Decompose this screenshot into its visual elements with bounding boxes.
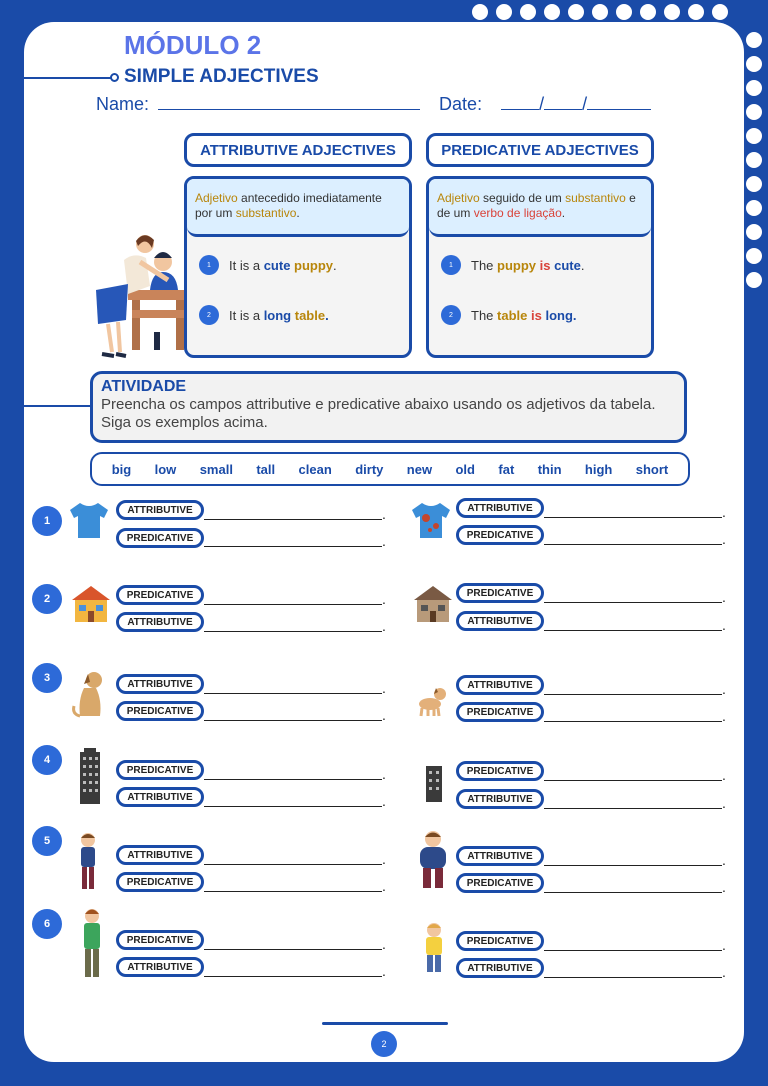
example-number: 2 [441, 305, 461, 325]
answer-line[interactable] [544, 892, 722, 893]
answer-line[interactable] [204, 976, 382, 977]
predicative-card [426, 176, 654, 358]
date-label: Date: [439, 94, 483, 114]
def-substantivo: substantivo [235, 206, 297, 220]
decorative-dots-right [746, 32, 762, 288]
teacher-student-illustration [88, 228, 188, 364]
exercise-number: 1 [32, 506, 62, 536]
predicative-label: PREDICATIVE [456, 583, 544, 603]
example-verb: is [539, 257, 551, 273]
attributive-label: ATTRIBUTIVE [456, 958, 544, 978]
line-end: . [382, 591, 386, 607]
subtitle-connector-line [24, 77, 116, 79]
attributive-label: ATTRIBUTIVE [456, 789, 544, 809]
example-number: 2 [199, 305, 219, 325]
example-number: 1 [441, 255, 461, 275]
attributive-label: ATTRIBUTIVE [456, 611, 544, 631]
answer-line[interactable] [544, 602, 722, 603]
exercise-number: 4 [32, 745, 62, 775]
word-bank-item: high [584, 461, 613, 477]
predicative-label: PREDICATIVE [116, 930, 204, 950]
answer-line[interactable] [204, 864, 382, 865]
predicative-label: PREDICATIVE [456, 931, 544, 951]
line-end: . [722, 767, 726, 783]
answer-line[interactable] [544, 694, 722, 695]
answer-line[interactable] [544, 780, 722, 781]
predicative-label: PREDICATIVE [116, 528, 204, 548]
answer-line[interactable] [544, 630, 722, 631]
predicative-label: PREDICATIVE [116, 585, 204, 605]
example-text: It is a [229, 257, 264, 273]
answer-line[interactable] [204, 631, 382, 632]
def-end: . [561, 206, 566, 220]
line-end: . [722, 964, 726, 980]
attributive-example-1 [199, 255, 337, 275]
def-text: antecedido imediatamente por um [195, 191, 382, 220]
predicative-label: PREDICATIVE [116, 872, 204, 892]
line-end: . [722, 852, 726, 868]
line-end: . [382, 707, 386, 723]
answer-line[interactable] [204, 891, 382, 892]
activity-instructions: Preencha os campos attributive e predicative abaixo usando os adjetivos da tabela. Siga os exemplos acima. [101, 396, 656, 431]
old-house-icon [412, 584, 454, 624]
def-text: seguido de um [479, 191, 566, 205]
name-label: Name: [96, 94, 150, 114]
word-bank-item: short [635, 461, 669, 477]
word-bank-item: big [111, 461, 132, 477]
def-substantivo: substantivo [565, 191, 626, 205]
attributive-label: ATTRIBUTIVE [116, 674, 204, 694]
word-bank-item: dirty [355, 461, 384, 477]
predicative-header-text: PREDICATIVE ADJECTIVES [441, 141, 639, 159]
word-bank-item: fat [498, 461, 515, 477]
subtitle-connector-dot [110, 73, 119, 82]
answer-line[interactable] [204, 720, 382, 721]
line-end: . [382, 680, 386, 696]
def-verbo: verbo de ligação [473, 206, 562, 220]
def-end: . [296, 206, 300, 220]
example-text: The [471, 257, 498, 273]
date-separator: / [582, 94, 588, 114]
example-end: . [325, 307, 329, 323]
attributive-example-2 [199, 305, 329, 325]
line-end: . [722, 708, 726, 724]
line-end: . [382, 793, 386, 809]
line-end: . [382, 618, 386, 634]
line-end: . [382, 936, 386, 952]
attributive-label: ATTRIBUTIVE [116, 500, 204, 520]
predicative-label: PREDICATIVE [456, 761, 544, 781]
line-end: . [722, 681, 726, 697]
attributive-label: ATTRIBUTIVE [116, 957, 204, 977]
line-end: . [722, 504, 726, 520]
answer-line[interactable] [204, 604, 382, 605]
example-noun: puppy [294, 257, 334, 273]
answer-line[interactable] [544, 544, 722, 545]
name-date-row [96, 94, 651, 115]
predicative-header [426, 133, 654, 167]
example-end: . [333, 257, 337, 273]
line-end: . [382, 878, 386, 894]
example-verb: is [530, 307, 542, 323]
new-house-icon [70, 584, 112, 624]
decorative-dots-top [472, 4, 728, 20]
answer-line[interactable] [544, 517, 722, 518]
tall-man-icon [78, 907, 106, 979]
attributive-label: ATTRIBUTIVE [456, 846, 544, 866]
module-title: MÓDULO 2 [124, 30, 262, 60]
word-bank-item: low [154, 461, 177, 477]
attributive-header [184, 133, 412, 167]
line-end: . [382, 533, 386, 549]
predicative-example-1 [441, 255, 584, 275]
small-dog-icon [414, 686, 450, 718]
predicative-label: PREDICATIVE [456, 525, 544, 545]
predicative-label: PREDICATIVE [116, 760, 204, 780]
footer-divider [322, 1022, 448, 1025]
word-bank-item: old [455, 461, 475, 477]
line-end: . [722, 589, 726, 605]
line-end: . [382, 851, 386, 867]
example-adjective: long [263, 307, 292, 323]
activity-heading: ATIVIDADE [101, 378, 187, 395]
example-noun: puppy [497, 257, 537, 273]
page-number: 2 [371, 1031, 397, 1057]
date-separator: / [539, 94, 545, 114]
answer-line[interactable] [544, 808, 722, 809]
date-day-field[interactable] [501, 94, 539, 110]
answer-line[interactable] [544, 977, 722, 978]
def-text: e de um [437, 191, 636, 220]
line-end: . [722, 879, 726, 895]
clean-shirt-icon [68, 500, 110, 540]
attributive-label: ATTRIBUTIVE [456, 498, 544, 518]
line-end: . [722, 795, 726, 811]
answer-line[interactable] [204, 779, 382, 780]
def-adjetivo: Adjetivo [437, 191, 480, 205]
fat-boy-icon [416, 830, 450, 890]
exercise-number: 5 [32, 826, 62, 856]
answer-line[interactable] [544, 950, 722, 951]
word-bank-item: new [406, 461, 433, 477]
attributive-definition [187, 179, 409, 237]
attributive-label: ATTRIBUTIVE [116, 845, 204, 865]
activity-box [90, 371, 687, 443]
word-bank-item: tall [256, 461, 276, 477]
line-end: . [382, 506, 386, 522]
predicative-label: PREDICATIVE [456, 873, 544, 893]
attributive-label: ATTRIBUTIVE [456, 675, 544, 695]
answer-line[interactable] [204, 693, 382, 694]
attributive-card [184, 176, 412, 358]
predicative-label: PREDICATIVE [116, 701, 204, 721]
example-text: The [471, 307, 498, 323]
example-text: It is a [229, 307, 264, 323]
answer-line[interactable] [544, 721, 722, 722]
example-end: . [580, 257, 585, 273]
dirty-shirt-icon [410, 500, 452, 540]
predicative-definition [429, 179, 651, 237]
word-bank [90, 452, 690, 486]
thin-boy-icon [74, 832, 102, 892]
answer-line[interactable] [204, 806, 382, 807]
big-dog-icon [70, 670, 108, 720]
exercise-number: 3 [32, 663, 62, 693]
example-adjective: long [545, 307, 573, 323]
line-end: . [382, 963, 386, 979]
attributive-header-text: ATTRIBUTIVE ADJECTIVES [200, 141, 396, 159]
line-end: . [722, 531, 726, 547]
line-end: . [382, 766, 386, 782]
def-adjetivo: Adjetivo [195, 191, 238, 205]
date-year-field[interactable] [587, 94, 651, 110]
module-subtitle: SIMPLE ADJECTIVES [124, 66, 319, 87]
date-month-field[interactable] [544, 94, 582, 110]
example-end: . [572, 307, 577, 323]
activity-connector-line [24, 405, 92, 407]
example-adjective: cute [554, 257, 581, 273]
low-building-icon [424, 764, 444, 802]
answer-line[interactable] [204, 949, 382, 950]
example-noun: table [294, 307, 326, 323]
attributive-label: ATTRIBUTIVE [116, 787, 204, 807]
word-bank-item: clean [298, 461, 332, 477]
example-adjective: cute [263, 257, 291, 273]
example-number: 1 [199, 255, 219, 275]
name-field[interactable] [158, 94, 420, 110]
line-end: . [722, 617, 726, 633]
answer-line[interactable] [204, 546, 382, 547]
word-bank-item: small [199, 461, 233, 477]
example-noun: table [497, 307, 528, 323]
line-end: . [722, 937, 726, 953]
exercise-number: 6 [32, 909, 62, 939]
short-boy-icon [422, 922, 446, 974]
attributive-label: ATTRIBUTIVE [116, 612, 204, 632]
word-bank-item: thin [537, 461, 562, 477]
predicative-example-2 [441, 305, 577, 325]
predicative-label: PREDICATIVE [456, 702, 544, 722]
exercise-number: 2 [32, 584, 62, 614]
tall-building-icon [78, 748, 102, 804]
answer-line[interactable] [544, 865, 722, 866]
answer-line[interactable] [204, 519, 382, 520]
